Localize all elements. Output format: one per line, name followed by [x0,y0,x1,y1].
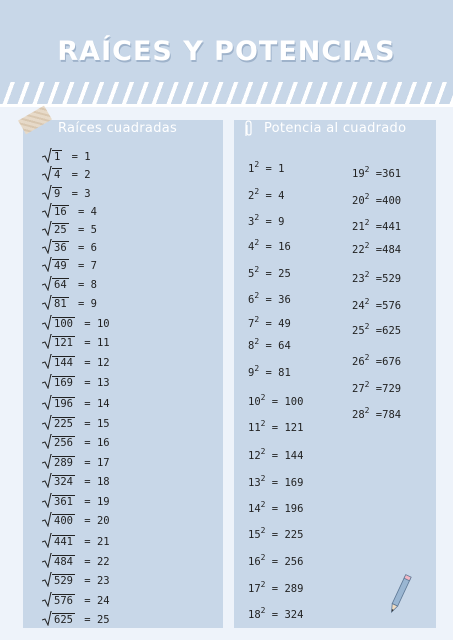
power-row [248,213,284,228]
radical-sign-icon [42,553,52,568]
power-base: 21 [352,221,365,233]
root-row [44,241,97,254]
root-result: 7 [90,260,97,272]
radical [44,259,69,272]
equals-sign: = [77,318,97,330]
radical [44,376,75,389]
radical [44,356,75,369]
radical [44,555,75,568]
equals-sign: = [369,221,383,233]
power-row [248,474,303,489]
power-row [248,580,303,595]
equals-sign: = [259,190,279,202]
root-result: 2 [84,169,91,181]
radical-sign-icon [42,415,52,430]
squares-title: Potencia al cuadrado [264,121,407,136]
equals-sign: = [77,398,97,410]
power-row [248,419,303,434]
power-base: 9 [248,367,255,379]
equals-sign: = [265,556,285,568]
radical [44,150,62,163]
radicand: 484 [54,556,73,568]
power-base: 28 [352,409,365,421]
radical-sign-icon [42,611,52,626]
radical [44,187,62,200]
root-row [44,417,110,430]
power-row [248,364,291,379]
equals-sign: = [77,496,97,508]
power-result: 36 [278,294,291,306]
equals-sign: = [265,583,285,595]
power-exponent: 2 [260,580,266,589]
power-exponent: 2 [364,241,370,250]
equals-sign: = [259,367,279,379]
equals-sign: = [77,357,97,369]
radical-sign-icon [42,572,52,587]
radical [44,514,75,527]
equals-sign: = [265,422,285,434]
radicand: 625 [54,614,73,626]
root-row [44,356,110,369]
power-exponent: 2 [260,474,266,483]
radicand: 529 [54,575,73,587]
power-row [352,218,401,233]
equals-sign: = [369,356,383,368]
power-exponent: 2 [364,322,370,331]
root-row [44,278,97,291]
equals-sign: = [265,503,285,515]
radical-sign-icon [42,354,52,369]
power-base: 26 [352,356,365,368]
equals-sign: = [77,536,97,548]
power-base: 23 [352,273,365,285]
radical-sign-icon [42,434,52,449]
root-row [44,613,110,626]
radical [44,297,69,310]
power-result: 196 [284,503,304,515]
power-exponent: 2 [260,419,266,428]
radical [44,594,75,607]
power-exponent: 2 [254,315,260,324]
equals-sign: = [71,260,91,272]
equals-sign: = [71,206,91,218]
radical [44,278,69,291]
equals-sign: = [65,188,85,200]
power-exponent: 2 [260,393,266,402]
radicand: 361 [54,496,73,508]
root-result: 17 [96,457,110,469]
equals-sign: = [259,241,279,253]
power-exponent: 2 [260,500,266,509]
root-result: 5 [90,224,97,236]
power-row [352,241,401,256]
power-exponent: 2 [364,297,370,306]
root-result: 8 [90,279,97,291]
root-result: 11 [96,337,110,349]
root-row [44,187,91,200]
power-result: 225 [284,529,304,541]
radicand: 64 [54,279,67,291]
power-row [248,500,303,515]
equals-sign: = [77,476,97,488]
equals-sign: = [71,224,91,236]
radicand: 256 [54,437,73,449]
root-result: 12 [96,357,110,369]
radical [44,613,75,626]
root-result: 10 [96,318,110,330]
radical [44,417,75,430]
radicand: 9 [54,188,61,200]
power-row [248,337,291,352]
equals-sign: = [77,418,97,430]
power-exponent: 2 [364,380,370,389]
equals-sign: = [265,450,285,462]
radical [44,397,75,410]
power-result: 529 [382,273,402,285]
radicand: 16 [54,206,67,218]
power-exponent: 2 [254,364,260,373]
radical-sign-icon [42,148,52,163]
radical [44,535,75,548]
power-row [352,322,401,337]
root-row [44,376,110,389]
radicand: 100 [54,318,73,330]
radicand: 225 [54,418,73,430]
radicand: 576 [54,595,73,607]
power-result: 144 [284,450,304,462]
power-row [248,553,303,568]
power-row [352,165,401,180]
equals-sign: = [259,318,279,330]
root-result: 24 [96,595,110,607]
radicand: 25 [54,224,67,236]
equals-sign: = [77,457,97,469]
power-result: 100 [284,396,304,408]
equals-sign: = [369,325,383,337]
radical-sign-icon [42,203,52,218]
root-row [44,456,110,469]
radicand: 36 [54,242,67,254]
radical [44,168,62,181]
equals-sign: = [65,151,85,163]
root-result: 22 [96,556,110,568]
power-row [352,270,401,285]
power-row [248,315,291,330]
power-result: 289 [284,583,304,595]
power-result: 169 [284,477,304,489]
root-row [44,336,110,349]
root-row [44,223,97,236]
power-exponent: 2 [254,291,260,300]
equals-sign: = [369,168,383,180]
power-base: 6 [248,294,255,306]
radical [44,336,75,349]
equals-sign: = [77,614,97,626]
radical [44,223,69,236]
radical-sign-icon [42,512,52,527]
power-row [248,526,303,541]
power-result: 9 [278,216,285,228]
power-exponent: 2 [260,526,266,535]
radical [44,495,75,508]
power-result: 400 [382,195,402,207]
root-row [44,574,110,587]
power-result: 784 [382,409,402,421]
radical-sign-icon [42,166,52,181]
power-result: 676 [382,356,402,368]
power-base: 27 [352,383,365,395]
power-row [352,406,401,421]
equals-sign: = [77,377,97,389]
radical-sign-icon [42,257,52,272]
radicand: 81 [54,298,67,310]
power-base: 25 [352,325,365,337]
radical-sign-icon [42,295,52,310]
radical-sign-icon [42,454,52,469]
equals-sign: = [259,268,279,280]
power-base: 20 [352,195,365,207]
radical [44,436,75,449]
root-result: 21 [96,536,110,548]
root-result: 19 [96,496,110,508]
power-base: 1 [248,163,255,175]
root-result: 6 [90,242,97,254]
power-base: 22 [352,244,365,256]
root-result: 1 [84,151,91,163]
root-row [44,495,110,508]
power-base: 5 [248,268,255,280]
root-row [44,297,97,310]
radical [44,475,75,488]
radicand: 1 [54,151,61,163]
equals-sign: = [369,409,383,421]
power-result: 625 [382,325,402,337]
power-exponent: 2 [364,218,370,227]
radicand: 144 [54,357,73,369]
root-result: 25 [96,614,110,626]
root-result: 18 [96,476,110,488]
power-result: 256 [284,556,304,568]
root-row [44,436,110,449]
power-result: 1 [278,163,285,175]
equals-sign: = [369,300,383,312]
power-base: 17 [248,583,261,595]
power-exponent: 2 [364,165,370,174]
radicand: 121 [54,337,73,349]
equals-sign: = [369,273,383,285]
power-row [352,353,401,368]
power-row [248,160,284,175]
power-exponent: 2 [260,606,266,615]
stamp-logo [360,588,388,618]
equals-sign: = [265,396,285,408]
radicand: 324 [54,476,73,488]
power-result: 4 [278,190,285,202]
radical [44,574,75,587]
root-row [44,475,110,488]
power-result: 49 [278,318,291,330]
radical [44,205,69,218]
power-result: 441 [382,221,402,233]
equals-sign: = [77,515,97,527]
power-exponent: 2 [260,553,266,562]
power-result: 16 [278,241,291,253]
power-result: 729 [382,383,402,395]
power-base: 11 [248,422,261,434]
power-base: 2 [248,190,255,202]
power-base: 19 [352,168,365,180]
equals-sign: = [77,556,97,568]
power-result: 576 [382,300,402,312]
power-row [248,447,303,462]
radical-sign-icon [42,185,52,200]
root-result: 20 [96,515,110,527]
radical [44,241,69,254]
power-base: 16 [248,556,261,568]
root-row [44,205,97,218]
root-row [44,555,110,568]
power-base: 12 [248,450,261,462]
power-base: 15 [248,529,261,541]
power-result: 121 [284,422,304,434]
power-exponent: 2 [364,406,370,415]
equals-sign: = [259,163,279,175]
header-divider [0,104,453,107]
power-row [248,187,284,202]
equals-sign: = [71,298,91,310]
radical [44,317,75,330]
power-row [248,265,291,280]
radical-sign-icon [42,395,52,410]
root-row [44,150,91,163]
radical-sign-icon [42,493,52,508]
root-row [44,397,110,410]
equals-sign: = [71,242,91,254]
root-result: 14 [96,398,110,410]
power-result: 64 [278,340,291,352]
power-row [248,393,303,408]
power-result: 81 [278,367,291,379]
root-row [44,514,110,527]
radical-sign-icon [42,221,52,236]
radical [44,456,75,469]
power-row [248,606,303,621]
square-roots-title: Raíces cuadradas [58,121,178,136]
radical-sign-icon [42,334,52,349]
power-exponent: 2 [364,270,370,279]
root-result: 4 [90,206,97,218]
power-result: 484 [382,244,402,256]
root-row [44,594,110,607]
equals-sign: = [77,437,97,449]
power-exponent: 2 [254,238,260,247]
root-result: 9 [90,298,97,310]
power-exponent: 2 [254,265,260,274]
root-result: 13 [96,377,110,389]
equals-sign: = [71,279,91,291]
root-result: 23 [96,575,110,587]
equals-sign: = [369,383,383,395]
root-result: 3 [84,188,91,200]
radicand: 400 [54,515,73,527]
power-base: 18 [248,609,261,621]
equals-sign: = [259,340,279,352]
radicand: 4 [54,169,61,181]
power-base: 4 [248,241,255,253]
power-exponent: 2 [364,353,370,362]
root-row [44,317,110,330]
equals-sign: = [77,595,97,607]
pencil-icon [388,572,412,616]
radicand: 196 [54,398,73,410]
power-exponent: 2 [254,160,260,169]
root-result: 15 [96,418,110,430]
power-row [248,291,291,306]
radical-sign-icon [42,473,52,488]
power-base: 8 [248,340,255,352]
power-result: 25 [278,268,291,280]
radicand: 441 [54,536,73,548]
power-row [352,192,401,207]
power-exponent: 2 [254,337,260,346]
power-exponent: 2 [364,192,370,201]
power-exponent: 2 [254,187,260,196]
power-result: 361 [382,168,402,180]
root-row [44,259,97,272]
power-base: 24 [352,300,365,312]
power-base: 7 [248,318,255,330]
power-exponent: 2 [260,447,266,456]
radicand: 49 [54,260,67,272]
power-row [352,297,401,312]
root-row [44,168,91,181]
radicand: 289 [54,457,73,469]
power-result: 324 [284,609,304,621]
equals-sign: = [369,244,383,256]
radical-sign-icon [42,276,52,291]
equals-sign: = [265,529,285,541]
power-base: 3 [248,216,255,228]
radical-sign-icon [42,239,52,254]
power-base: 13 [248,477,261,489]
radical-sign-icon [42,592,52,607]
radical-sign-icon [42,374,52,389]
page-title: RAÍCES Y POTENCIAS [57,36,396,67]
equals-sign: = [259,216,279,228]
paperclip-icon [242,120,254,138]
power-base: 10 [248,396,261,408]
equals-sign: = [265,609,285,621]
equals-sign: = [77,337,97,349]
equals-sign: = [259,294,279,306]
radical-sign-icon [42,315,52,330]
equals-sign: = [265,477,285,489]
power-row [352,380,401,395]
equals-sign: = [369,195,383,207]
radicand: 169 [54,377,73,389]
power-row [248,238,291,253]
equals-sign: = [77,575,97,587]
root-row [44,535,110,548]
equals-sign: = [65,169,85,181]
root-result: 16 [96,437,110,449]
power-base: 14 [248,503,261,515]
striped-border [0,82,453,104]
power-exponent: 2 [254,213,260,222]
radical-sign-icon [42,533,52,548]
